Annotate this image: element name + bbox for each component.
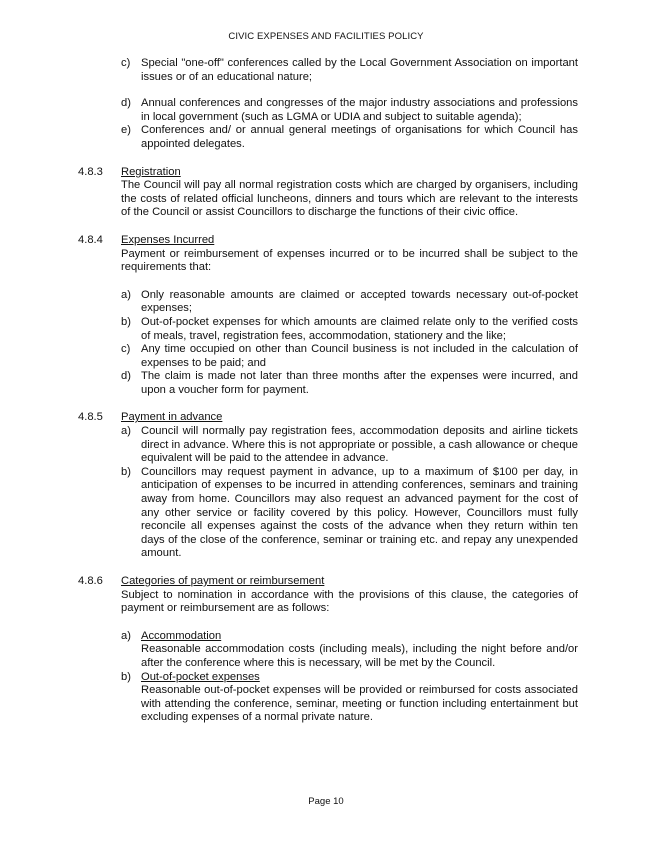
list-marker: a) [121, 288, 131, 301]
list-text: The claim is made not later than three months after the expenses were incurred, and upon a voucher form for payment. [141, 370, 578, 396]
list-item [121, 425, 578, 466]
list-subheading: Out-of-pocket expenses [141, 670, 260, 683]
list-marker: e) [121, 124, 131, 137]
section-4-8-4 [78, 234, 578, 398]
list-text: Conferences and/ or annual general meetings of organisations for which Council has appointed delegates. [141, 124, 578, 150]
list-marker: a) [121, 425, 131, 438]
list-item [121, 343, 578, 370]
list-item [121, 671, 578, 725]
list-text: Annual conferences and congresses of the major industry associations and professions in local government (such as LGMA or UDIA and subject to suitable agenda); [141, 97, 578, 123]
list-item [121, 466, 578, 561]
section-heading: Categories of payment or reimbursement [121, 575, 325, 587]
list-marker: c) [121, 343, 131, 356]
list-text: Reasonable out-of-pocket expenses will be provided or reimbursed for costs associated with attending the conference, seminar, meeting or function including entertainment but excluding expenses of a normal private nature. [141, 684, 578, 724]
list-text: Special "one-off" conferences called by the Local Government Association on important issues or of an educational nature; [141, 57, 578, 83]
section-heading: Registration [121, 165, 181, 178]
page-number: Page 10 [308, 796, 344, 807]
list-item [121, 370, 578, 397]
section-number: 4.8.4 [78, 233, 103, 246]
list-item [121, 316, 578, 343]
section-4-8-5 [78, 411, 578, 561]
page-content [78, 57, 578, 725]
list-text: Any time occupied on other than Council business is not included in the calculation of expenses to be paid; and [141, 343, 578, 369]
section-4-8-3 [78, 166, 578, 220]
list-marker: b) [121, 670, 131, 683]
section-4-8-6 [78, 575, 578, 725]
list-text: Only reasonable amounts are claimed or accepted towards necessary out-of-pocket expenses; [141, 288, 578, 315]
list-marker: b) [121, 315, 131, 328]
list-item [121, 124, 578, 151]
list-marker: d) [121, 97, 131, 110]
section-heading: Payment in advance [121, 411, 223, 424]
section-text: The Council will pay all normal registration costs which are charged by organisers, including the costs of related official luncheons, dinners and tours which are relevant to the interests of the Council or assist Councillors to discharge the functions of their civic office. [121, 179, 578, 219]
list-item [121, 289, 578, 316]
section-number: 4.8.5 [78, 411, 103, 424]
section-text: Payment or reimbursement of expenses incurred or to be incurred shall be subject to the requirements that: [121, 247, 578, 274]
list-text: Out-of-pocket expenses for which amounts are claimed relate only to the verified costs of meals, travel, registration fees, accommodation, stationery and the like; [141, 315, 578, 342]
list-subheading: Accommodation [141, 629, 222, 642]
section-text: Subject to nomination in accordance with the provisions of this clause, the categories of payment or reimbursement are as follows: [121, 588, 578, 615]
list-item [121, 97, 578, 124]
list-item [121, 630, 578, 671]
list-marker: b) [121, 465, 131, 478]
section-heading: Expenses Incurred [121, 233, 215, 246]
list-marker: c) [121, 57, 131, 69]
list-marker: a) [121, 629, 131, 642]
list-marker: d) [121, 370, 131, 383]
list-text: Reasonable accommodation costs (including meals), including the night before and/or after the conference where this is necessary, will be met by the Council. [141, 643, 578, 669]
intro-list [78, 57, 578, 152]
list-item [121, 57, 578, 84]
list-text: Council will normally pay registration fees, accommodation deposits and airline tickets direct in advance. Where this is not appropriate or possible, a cash allowance or cheque equivalent will be paid to the attendee in advance. [141, 425, 578, 465]
section-number: 4.8.6 [78, 575, 103, 587]
list-text: Councillors may request payment in advance, up to a maximum of $100 per day, in anticipation of expenses to be incurred in attending conferences, seminars and training away from home. Councillors may also request an advanced payment for the cost of any other service or facility covered by this policy. However, Councillors must fully reconcile all expenses against the costs of the advance when they return within ten days of the close of the conference, seminar or training etc. and repay any unexpended amount. [141, 465, 578, 560]
section-number: 4.8.3 [78, 165, 103, 178]
page-header: CIVIC EXPENSES AND FACILITIES POLICY [228, 31, 424, 42]
